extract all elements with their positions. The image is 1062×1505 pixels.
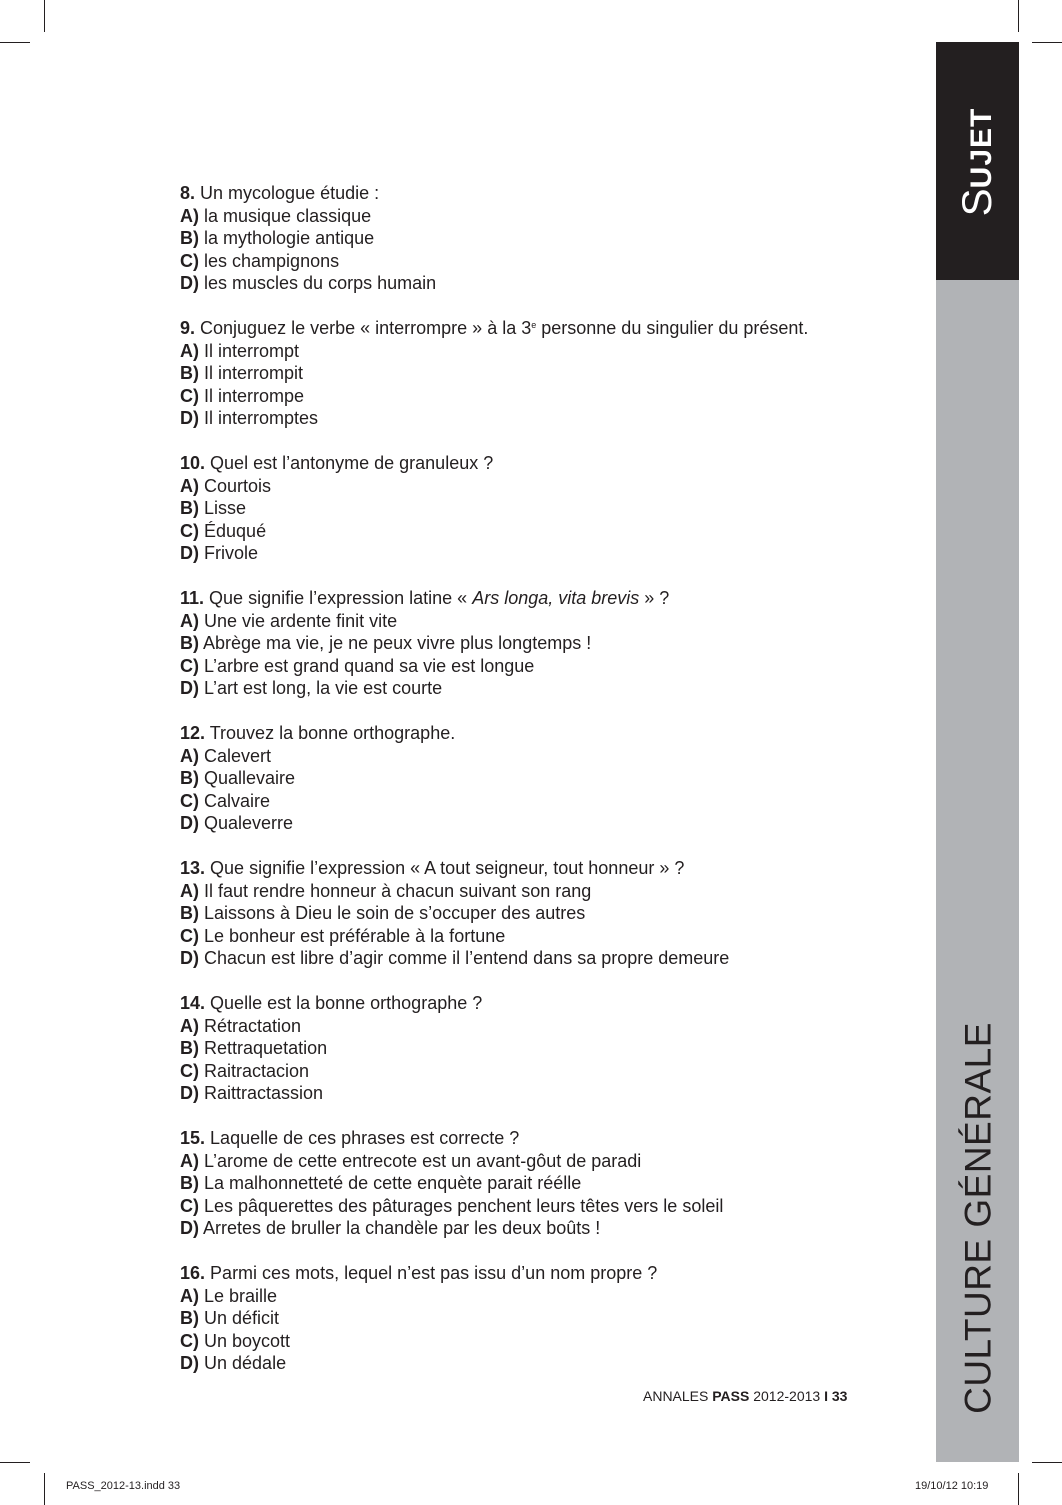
option-text: Calevert [204, 745, 272, 766]
question-block [180, 722, 920, 835]
option-text: Le bonheur est préférable à la fortune [204, 925, 506, 946]
option-text: L’arome de cette entrecote est un avant-gôut de paradi [204, 1150, 642, 1171]
option-letter: D) [180, 543, 199, 563]
option-letter: B) [180, 1173, 199, 1193]
answer-option [180, 407, 920, 430]
option-text: Quallevaire [204, 768, 296, 788]
answer-option [180, 362, 920, 385]
question-text [180, 587, 920, 610]
answer-option [180, 902, 920, 925]
crop-mark-top-left-horizontal [0, 42, 30, 43]
question-block [180, 1262, 920, 1375]
question-prompt: Conjuguez le verbe « interrompre » à la 3 [200, 318, 532, 338]
option-text: Courtois [204, 475, 272, 496]
option-letter: C) [180, 520, 199, 541]
footer-brand: PASS [712, 1388, 750, 1404]
option-text: les champignons [204, 250, 340, 271]
option-text: Abrège ma vie, je ne peux vivre plus longtemps ! [203, 633, 592, 653]
option-letter: B) [180, 498, 199, 518]
question-number: 10. [180, 453, 206, 473]
question-prompt-end: » ? [639, 588, 670, 608]
answer-option [180, 677, 920, 700]
question-block [180, 587, 920, 700]
crop-mark-top-left-vertical [44, 0, 45, 32]
option-text: La malhonnetteté de cette enquète parait réélle [204, 1173, 582, 1193]
section-label-sujet [953, 107, 1000, 217]
question-block [180, 317, 920, 430]
question-text [180, 182, 920, 205]
answer-option [180, 767, 920, 790]
page-footer [643, 1386, 847, 1406]
question-text [180, 722, 920, 745]
answer-option [180, 880, 920, 903]
option-text: Arretes de bruller la chandèle par les deux boûts ! [203, 1218, 601, 1238]
question-number: 13. [180, 858, 206, 878]
question-number: 9. [180, 318, 196, 338]
option-letter: B) [180, 768, 199, 788]
option-text: Qualeverre [204, 813, 294, 833]
question-prompt: Quel est l’antonyme de granuleux ? [210, 453, 494, 473]
question-prompt: Parmi ces mots, lequel n’est pas issu d’un nom propre ? [210, 1263, 658, 1283]
answer-option [180, 812, 920, 835]
answer-option [180, 947, 920, 970]
option-letter: A) [180, 1015, 199, 1036]
question-block [180, 992, 920, 1105]
answer-option [180, 1150, 920, 1173]
footer-years: 2012-2013 [749, 1388, 825, 1404]
question-prompt: Trouvez la bonne orthographe. [209, 723, 456, 743]
option-letter: D) [180, 1218, 199, 1238]
question-number: 16. [180, 1263, 206, 1283]
option-text: Il faut rendre honneur à chacun suivant son rang [204, 880, 592, 901]
option-text: Frivole [204, 543, 259, 563]
answer-option [180, 385, 920, 408]
question-block [180, 857, 920, 970]
question-text [180, 857, 920, 880]
option-letter: A) [180, 340, 199, 361]
option-text: les muscles du corps humain [204, 273, 437, 293]
answer-option [180, 1195, 920, 1218]
option-letter: B) [180, 228, 199, 248]
option-text: Raitractacion [204, 1060, 310, 1081]
answer-option [180, 1037, 920, 1060]
option-text: Une vie ardente finit vite [204, 610, 398, 631]
option-letter: C) [180, 1195, 199, 1216]
answer-option [180, 925, 920, 948]
option-text: Un boycott [204, 1330, 291, 1351]
option-letter: D) [180, 273, 199, 293]
question-text [180, 452, 920, 475]
subject-label: CULTURE GÉNÉRALE [957, 1022, 999, 1414]
question-block [180, 1127, 920, 1240]
question-text [180, 1127, 920, 1150]
question-prompt: Quelle est la bonne orthographe ? [210, 993, 483, 1013]
question-list [180, 182, 920, 1397]
option-letter: A) [180, 205, 199, 226]
answer-option [180, 520, 920, 543]
question-text [180, 992, 920, 1015]
option-text: Rettraquetation [204, 1038, 328, 1058]
option-letter: C) [180, 925, 199, 946]
section-label-rest: UJET [965, 107, 998, 189]
crop-mark-bottom-right-vertical [1018, 1473, 1019, 1505]
option-letter: B) [180, 1038, 199, 1058]
option-letter: D) [180, 408, 199, 428]
question-prompt-end: personne du singulier du présent. [536, 318, 809, 338]
answer-option [180, 1172, 920, 1195]
question-text [180, 317, 920, 340]
question-number: 15. [180, 1128, 206, 1148]
answer-option [180, 1352, 920, 1375]
option-text: Il interrompe [204, 385, 305, 406]
option-text: Chacun est libre d’agir comme il l’entend dans sa propre demeure [204, 948, 730, 968]
option-letter: A) [180, 610, 199, 631]
question-latin-phrase: Ars longa, vita brevis [472, 588, 640, 608]
option-letter: B) [180, 363, 199, 383]
question-prompt: Un mycologue étudie : [200, 183, 380, 203]
question-block [180, 452, 920, 565]
option-text: la mythologie antique [204, 228, 375, 248]
option-text: Éduqué [204, 520, 267, 541]
option-letter: C) [180, 385, 199, 406]
option-letter: B) [180, 1308, 199, 1328]
question-prompt: Que signifie l’expression « A tout seigneur, tout honneur » ? [210, 858, 685, 878]
question-number: 8. [180, 183, 196, 203]
option-text: Il interromptes [204, 408, 319, 428]
option-text: Raittractassion [204, 1083, 324, 1103]
option-text: Laissons à Dieu le soin de s’occuper des autres [204, 903, 586, 923]
section-label-initial: S [953, 188, 1000, 217]
option-letter: D) [180, 948, 199, 968]
footer-separator: I [824, 1388, 828, 1404]
option-text: Calvaire [204, 790, 271, 811]
question-number: 11. [180, 588, 205, 608]
option-letter: B) [180, 903, 199, 923]
option-letter: A) [180, 475, 199, 496]
crop-mark-bottom-left-vertical [44, 1473, 45, 1505]
answer-option [180, 1015, 920, 1038]
option-letter: A) [180, 745, 199, 766]
answer-option [180, 272, 920, 295]
answer-option [180, 1285, 920, 1308]
option-text: Il interrompt [204, 340, 300, 361]
option-text: Un déficit [204, 1308, 280, 1328]
answer-option [180, 1307, 920, 1330]
option-letter: C) [180, 790, 199, 811]
answer-option [180, 205, 920, 228]
option-text: Lisse [204, 498, 247, 518]
option-letter: C) [180, 655, 199, 676]
answer-option [180, 1082, 920, 1105]
option-letter: C) [180, 250, 199, 271]
answer-option [180, 745, 920, 768]
slug-datetime: 19/10/12 10:19 [915, 1480, 989, 1492]
option-letter: B) [180, 633, 199, 653]
answer-option [180, 1060, 920, 1083]
question-text [180, 1262, 920, 1285]
option-text: Un dédale [204, 1353, 287, 1373]
page-number: 33 [827, 1388, 848, 1404]
option-letter: D) [180, 1353, 199, 1373]
option-text: Il interrompit [204, 363, 304, 383]
option-text: Le braille [204, 1285, 278, 1306]
crop-mark-bottom-right-horizontal [1032, 1462, 1062, 1463]
option-letter: A) [180, 1150, 199, 1171]
option-text: L’arbre est grand quand sa vie est longue [204, 655, 535, 676]
slug-file: PASS_2012-13.indd 33 [66, 1480, 181, 1492]
option-letter: C) [180, 1060, 199, 1081]
answer-option [180, 542, 920, 565]
option-letter: A) [180, 880, 199, 901]
option-text: Rétractation [204, 1015, 302, 1036]
answer-option [180, 655, 920, 678]
answer-option [180, 475, 920, 498]
answer-option [180, 250, 920, 273]
option-text: L’art est long, la vie est courte [204, 678, 443, 698]
option-letter: A) [180, 1285, 199, 1306]
footer-prefix: ANNALES [643, 1388, 713, 1404]
crop-mark-top-right-horizontal [1032, 42, 1062, 43]
answer-option [180, 632, 920, 655]
answer-option [180, 1330, 920, 1353]
answer-option [180, 790, 920, 813]
question-number: 12. [180, 723, 206, 743]
option-letter: D) [180, 813, 199, 833]
answer-option [180, 227, 920, 250]
answer-option [180, 497, 920, 520]
question-prompt: Laquelle de ces phrases est correcte ? [210, 1128, 520, 1148]
answer-option [180, 340, 920, 363]
option-letter: D) [180, 1083, 199, 1103]
question-prompt: Que signifie l’expression latine « [209, 588, 473, 608]
option-letter: D) [180, 678, 199, 698]
crop-mark-bottom-left-horizontal [0, 1462, 30, 1463]
answer-option [180, 610, 920, 633]
question-superscript: e [531, 320, 537, 330]
answer-option [180, 1217, 920, 1240]
question-number: 14. [180, 993, 206, 1013]
option-text: la musique classique [204, 205, 372, 226]
question-block [180, 182, 920, 295]
crop-mark-top-right-vertical [1018, 0, 1019, 32]
option-letter: C) [180, 1330, 199, 1351]
option-text: Les pâquerettes des pâturages penchent leurs têtes vers le soleil [204, 1195, 724, 1216]
